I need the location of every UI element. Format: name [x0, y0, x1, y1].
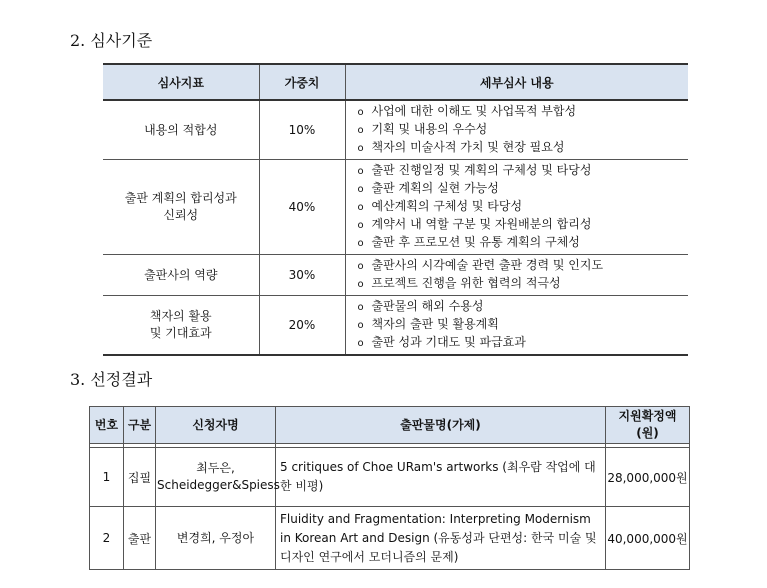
detail-text: 프로젝트 진행을 위한 협력의 적극성 [371, 276, 561, 290]
bullet-icon: ο [357, 261, 364, 272]
header-type: 구분 [124, 407, 156, 444]
result-applicant [156, 507, 276, 570]
detail-item [358, 257, 683, 275]
detail-item [358, 216, 683, 234]
detail-item [358, 275, 683, 293]
bullet-icon: ο [357, 220, 364, 231]
detail-item [358, 234, 683, 252]
criteria-row [103, 296, 688, 356]
detail-text: 출판물의 해외 수용성 [371, 299, 484, 313]
detail-text: 출판 진행일정 및 계획의 구체성 및 타당성 [371, 163, 592, 177]
header-details: 세부심사 내용 [345, 64, 688, 100]
result-row [90, 507, 690, 570]
result-number: 1 [90, 448, 124, 507]
indicator-cell [103, 100, 259, 160]
header-weight: 가중치 [259, 64, 345, 100]
indicator-text: 출판 계획의 합리성과 [124, 191, 237, 205]
indicator-cell [103, 160, 259, 255]
detail-item [358, 334, 683, 352]
detail-text: 출판사의 시각예술 관련 출판 경력 및 인지도 [371, 258, 604, 272]
weight-cell: 20% [259, 296, 345, 356]
header-title: 출판물명(가제) [276, 407, 606, 444]
detail-text: 책자의 출판 및 활용계획 [371, 317, 499, 331]
header-indicator: 심사지표 [103, 64, 259, 100]
header-number: 번호 [90, 407, 124, 444]
weight-cell: 30% [259, 255, 345, 296]
bullet-icon: ο [357, 107, 364, 118]
indicator-cell [103, 255, 259, 296]
detail-text: 출판 성과 기대도 및 파급효과 [371, 335, 526, 349]
detail-item [358, 103, 683, 121]
result-row [90, 448, 690, 507]
criteria-row [103, 100, 688, 160]
result-applicant [156, 448, 280, 507]
detail-text: 사업에 대한 이해도 및 사업목적 부합성 [371, 104, 577, 118]
result-amount: 40,000,000원 [606, 507, 690, 570]
result-title: 5 critiques of Choe URam's artworks (최우람 작업에 대한 비평) [276, 448, 606, 507]
criteria-header-row [103, 64, 688, 100]
bullet-icon: ο [357, 338, 364, 349]
applicant-name: 변경희, 우정아 [176, 530, 255, 545]
indicator-text: 책자의 활용 [149, 309, 212, 323]
detail-item [358, 139, 683, 157]
indicator-text: 내용의 적합성 [144, 122, 218, 137]
details-cell [345, 296, 688, 356]
results-table [89, 406, 690, 570]
result-title: Fluidity and Fragmentation: Interpreting Modernism in Korean Art and Design (유동성과 단편성: 한국 미술 및 디자인 연구에서 모더니즘의 문제) [276, 507, 606, 570]
detail-text: 기획 및 내용의 우수성 [371, 122, 488, 136]
details-cell [345, 160, 688, 255]
header-amount-line1: 지원확정액 [618, 409, 677, 423]
applicant-name: Scheidegger&Spiess [157, 478, 280, 492]
detail-text: 책자의 미술사적 가치 및 현장 필요성 [371, 140, 565, 154]
indicator-text: 출판사의 역량 [144, 267, 218, 282]
weight-cell: 40% [259, 160, 345, 255]
bullet-icon: ο [357, 166, 364, 177]
results-header-row [90, 407, 690, 444]
header-amount [606, 407, 690, 444]
details-cell [345, 100, 688, 160]
bullet-icon: ο [357, 125, 364, 136]
detail-text: 출판 계획의 실현 가능성 [371, 181, 499, 195]
applicant-name: 최두은, [196, 461, 235, 475]
section-heading-criteria: 2. 심사기준 [70, 31, 153, 50]
bullet-icon: ο [357, 238, 364, 249]
detail-item [358, 316, 683, 334]
criteria-row [103, 160, 688, 255]
bullet-icon: ο [357, 320, 364, 331]
result-type: 출판 [124, 507, 156, 570]
header-amount-line2: (원) [636, 426, 659, 440]
details-cell [345, 255, 688, 296]
detail-item [358, 198, 683, 216]
header-applicant: 신청자명 [156, 407, 276, 444]
criteria-row [103, 255, 688, 296]
detail-text: 출판 후 프로모션 및 유통 계획의 구체성 [371, 235, 580, 249]
bullet-icon: ο [357, 184, 364, 195]
indicator-cell [103, 296, 259, 356]
detail-item [358, 162, 683, 180]
result-amount: 28,000,000원 [606, 448, 690, 507]
detail-text: 예산계획의 구체성 및 타당성 [371, 199, 523, 213]
weight-cell: 10% [259, 100, 345, 160]
indicator-text: 및 기대효과 [149, 326, 212, 340]
detail-item [358, 121, 683, 139]
section-heading-results: 3. 선정결과 [70, 370, 153, 389]
bullet-icon: ο [357, 302, 364, 313]
result-type: 집필 [124, 448, 156, 507]
bullet-icon: ο [357, 143, 364, 154]
detail-item [358, 298, 683, 316]
indicator-text: 신뢰성 [163, 208, 199, 222]
criteria-table [103, 63, 688, 356]
bullet-icon: ο [357, 279, 364, 290]
bullet-icon: ο [357, 202, 364, 213]
result-number: 2 [90, 507, 124, 570]
detail-item [358, 180, 683, 198]
detail-text: 계약서 내 역할 구분 및 자원배분의 합리성 [371, 217, 592, 231]
